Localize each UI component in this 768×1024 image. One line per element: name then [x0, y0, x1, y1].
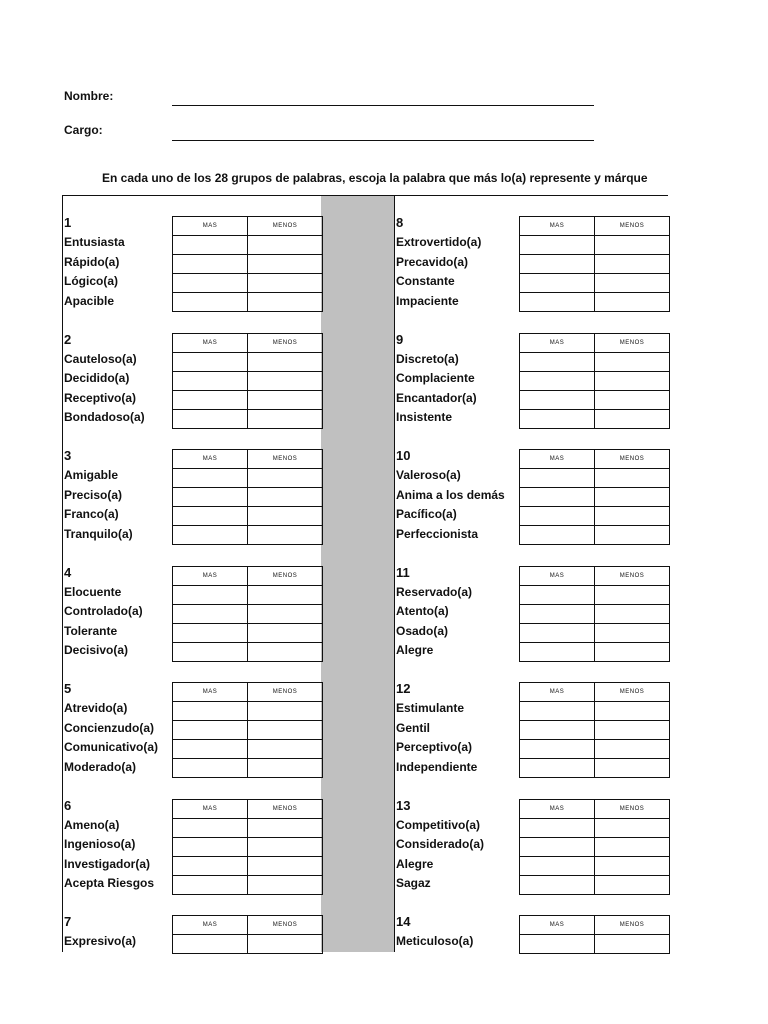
more-mark-cell[interactable] [520, 623, 595, 642]
group-number: 9 [396, 331, 404, 347]
less-mark-cell[interactable] [595, 642, 670, 661]
less-mark-cell[interactable] [595, 255, 670, 274]
more-mark-cell[interactable] [520, 488, 595, 507]
less-mark-cell[interactable] [248, 236, 323, 255]
word-label: Lógico(a) [64, 274, 118, 289]
group-number: 6 [64, 797, 72, 813]
group-number: 2 [64, 331, 72, 347]
word-label: Constante [396, 274, 455, 289]
group-number: 4 [64, 564, 72, 580]
word-label: Atrevido(a) [64, 701, 128, 716]
word-label: Impaciente [396, 293, 459, 308]
less-column-header: MENOS [595, 916, 670, 935]
word-label: Perceptivo(a) [396, 740, 473, 755]
less-mark-cell[interactable] [595, 274, 670, 293]
less-mark-cell[interactable] [248, 255, 323, 274]
less-mark-cell[interactable] [248, 585, 323, 604]
word-label: Gentil [396, 720, 431, 735]
less-mark-cell[interactable] [248, 623, 323, 642]
group-number: 10 [396, 448, 411, 463]
less-mark-cell[interactable] [248, 604, 323, 623]
more-column-header: MAS [520, 799, 595, 818]
word-label: Encantador(a) [396, 390, 477, 405]
word-label: Ingenioso(a) [64, 837, 136, 852]
word-label: Amigable [64, 468, 119, 483]
less-mark-cell[interactable] [248, 875, 323, 894]
less-mark-cell[interactable] [595, 352, 670, 371]
less-mark-cell[interactable] [595, 935, 670, 954]
more-column-header: MAS [520, 566, 595, 585]
less-column-header: MENOS [595, 566, 670, 585]
sheet-left-border [62, 195, 63, 952]
more-mark-cell[interactable] [173, 623, 248, 642]
less-mark-cell[interactable] [248, 856, 323, 875]
more-mark-cell[interactable] [520, 818, 595, 837]
less-mark-cell[interactable] [248, 642, 323, 661]
word-label: Moderado(a) [64, 759, 136, 774]
word-label: Elocuente [64, 584, 122, 599]
mark-grid [519, 449, 670, 545]
word-label: Estimulante [396, 701, 465, 716]
more-mark-cell[interactable] [520, 352, 595, 371]
less-mark-cell[interactable] [595, 526, 670, 545]
mark-grid [172, 333, 323, 429]
word-label: Reservado(a) [396, 584, 473, 599]
group-number: 1 [64, 215, 72, 230]
less-mark-cell[interactable] [595, 371, 670, 390]
less-mark-cell[interactable] [595, 623, 670, 642]
word-label: Independiente [396, 759, 478, 774]
more-mark-cell[interactable] [520, 469, 595, 488]
less-column-header: MENOS [595, 799, 670, 818]
less-mark-cell[interactable] [595, 740, 670, 759]
more-mark-cell[interactable] [520, 604, 595, 623]
less-mark-cell[interactable] [595, 469, 670, 488]
less-mark-cell[interactable] [248, 371, 323, 390]
word-label: Investigador(a) [64, 856, 151, 871]
less-column-header: MENOS [248, 217, 323, 236]
more-column-header: MAS [520, 333, 595, 352]
word-label: Controlado(a) [64, 604, 143, 619]
group-number: 7 [64, 914, 72, 929]
more-mark-cell[interactable] [173, 469, 248, 488]
more-mark-cell[interactable] [520, 293, 595, 312]
more-mark-cell[interactable] [520, 371, 595, 390]
mark-grid [172, 682, 323, 778]
less-column-header: MENOS [248, 333, 323, 352]
word-label: Franco(a) [64, 507, 119, 522]
more-mark-cell[interactable] [520, 837, 595, 856]
less-mark-cell[interactable] [248, 837, 323, 856]
more-column-header: MAS [173, 450, 248, 469]
word-label: Rápido(a) [64, 254, 120, 269]
more-mark-cell[interactable] [173, 526, 248, 545]
more-mark-cell[interactable] [520, 507, 595, 526]
word-label: Comunicativo(a) [64, 740, 159, 755]
more-mark-cell[interactable] [173, 488, 248, 507]
word-label: Discreto(a) [396, 351, 459, 366]
less-column-header: MENOS [595, 450, 670, 469]
more-mark-cell[interactable] [173, 274, 248, 293]
less-mark-cell[interactable] [248, 740, 323, 759]
less-mark-cell[interactable] [595, 390, 670, 409]
more-mark-cell[interactable] [520, 740, 595, 759]
more-mark-cell[interactable] [173, 642, 248, 661]
less-column-header: MENOS [595, 683, 670, 702]
more-mark-cell[interactable] [173, 702, 248, 721]
name-label: Nombre: [64, 89, 114, 103]
less-mark-cell[interactable] [595, 585, 670, 604]
less-mark-cell[interactable] [595, 507, 670, 526]
less-mark-cell[interactable] [248, 526, 323, 545]
word-label: Receptivo(a) [64, 390, 137, 405]
more-mark-cell[interactable] [173, 371, 248, 390]
more-mark-cell[interactable] [520, 759, 595, 778]
more-mark-cell[interactable] [520, 236, 595, 255]
less-mark-cell[interactable] [595, 409, 670, 428]
group-number: 5 [64, 681, 72, 696]
word-label: Tolerante [64, 623, 118, 638]
less-column-header: MENOS [248, 566, 323, 585]
less-mark-cell[interactable] [248, 469, 323, 488]
word-label: Alegre [396, 643, 434, 658]
less-mark-cell[interactable] [248, 721, 323, 740]
word-label: Decisivo(a) [64, 643, 129, 658]
less-mark-cell[interactable] [595, 236, 670, 255]
more-mark-cell[interactable] [520, 274, 595, 293]
less-mark-cell[interactable] [248, 409, 323, 428]
word-label: Osado(a) [396, 623, 449, 638]
more-mark-cell[interactable] [520, 526, 595, 545]
word-label: Extrovertido(a) [396, 235, 482, 250]
mark-grid [519, 566, 670, 662]
less-mark-cell[interactable] [248, 507, 323, 526]
more-column-header: MAS [520, 683, 595, 702]
more-mark-cell[interactable] [173, 585, 248, 604]
word-label: Apacible [64, 293, 115, 308]
word-label: Tranquilo(a) [64, 526, 133, 541]
more-mark-cell[interactable] [173, 390, 248, 409]
more-mark-cell[interactable] [173, 507, 248, 526]
word-label: Expresivo(a) [64, 934, 137, 949]
more-mark-cell[interactable] [520, 875, 595, 894]
more-mark-cell[interactable] [173, 604, 248, 623]
word-label: Entusiasta [64, 235, 125, 250]
more-mark-cell[interactable] [520, 409, 595, 428]
more-mark-cell[interactable] [520, 856, 595, 875]
less-column-header: MENOS [248, 683, 323, 702]
less-mark-cell[interactable] [595, 488, 670, 507]
position-field-line[interactable] [172, 140, 594, 141]
less-mark-cell[interactable] [595, 856, 670, 875]
less-mark-cell[interactable] [595, 702, 670, 721]
mark-grid [172, 216, 323, 312]
more-column-header: MAS [173, 799, 248, 818]
less-mark-cell[interactable] [595, 604, 670, 623]
group-number: 14 [396, 914, 411, 929]
more-column-header: MAS [520, 217, 595, 236]
less-column-header: MENOS [248, 450, 323, 469]
more-mark-cell[interactable] [520, 255, 595, 274]
more-mark-cell[interactable] [520, 721, 595, 740]
word-label: Pacífico(a) [396, 507, 457, 522]
word-label: Considerado(a) [396, 837, 485, 852]
mark-grid [519, 216, 670, 312]
mark-grid [172, 449, 323, 545]
more-mark-cell[interactable] [520, 702, 595, 721]
more-column-header: MAS [520, 916, 595, 935]
more-mark-cell[interactable] [173, 255, 248, 274]
more-mark-cell[interactable] [173, 856, 248, 875]
more-mark-cell[interactable] [520, 390, 595, 409]
word-label: Sagaz [396, 876, 431, 891]
less-column-header: MENOS [248, 799, 323, 818]
more-mark-cell[interactable] [173, 293, 248, 312]
more-column-header: MAS [173, 916, 248, 935]
less-mark-cell[interactable] [595, 293, 670, 312]
word-label: Decidido(a) [64, 371, 130, 386]
less-mark-cell[interactable] [248, 818, 323, 837]
less-mark-cell[interactable] [248, 390, 323, 409]
word-label: Acepta Riesgos [64, 876, 155, 891]
less-column-header: MENOS [595, 217, 670, 236]
less-mark-cell[interactable] [248, 759, 323, 778]
less-mark-cell[interactable] [595, 759, 670, 778]
word-label: Concienzudo(a) [64, 720, 154, 735]
word-label: Ameno(a) [64, 817, 120, 832]
mark-grid [519, 799, 670, 895]
group-number: 13 [396, 797, 411, 813]
more-mark-cell[interactable] [520, 935, 595, 954]
more-mark-cell[interactable] [173, 352, 248, 371]
more-mark-cell[interactable] [173, 935, 248, 954]
word-label: Precavido(a) [396, 254, 469, 269]
word-label: Anima a los demás [396, 487, 505, 502]
more-mark-cell[interactable] [173, 818, 248, 837]
word-label: Competitivo(a) [396, 817, 480, 832]
less-mark-cell[interactable] [595, 721, 670, 740]
mark-grid [172, 566, 323, 662]
more-mark-cell[interactable] [173, 236, 248, 255]
mark-grid [519, 915, 670, 954]
word-label: Alegre [396, 856, 434, 871]
less-column-header: MENOS [595, 333, 670, 352]
word-label: Valeroso(a) [396, 468, 461, 483]
mark-grid [519, 682, 670, 778]
less-mark-cell[interactable] [248, 935, 323, 954]
more-mark-cell[interactable] [173, 740, 248, 759]
word-label: Bondadoso(a) [64, 410, 145, 425]
sheet-middle-border [394, 195, 395, 952]
more-column-header: MAS [173, 683, 248, 702]
more-column-header: MAS [520, 450, 595, 469]
group-number: 11 [396, 564, 410, 580]
mark-grid [519, 333, 670, 429]
word-label: Perfeccionista [396, 526, 479, 541]
more-mark-cell[interactable] [173, 875, 248, 894]
less-column-header: MENOS [248, 916, 323, 935]
mark-grid [172, 915, 323, 954]
mark-grid [172, 799, 323, 895]
word-label: Cauteloso(a) [64, 351, 137, 366]
more-mark-cell[interactable] [520, 642, 595, 661]
word-label: Meticuloso(a) [396, 934, 474, 949]
more-mark-cell[interactable] [173, 837, 248, 856]
group-number: 12 [396, 681, 411, 696]
less-mark-cell[interactable] [595, 837, 670, 856]
more-column-header: MAS [173, 566, 248, 585]
word-label: Preciso(a) [64, 487, 123, 502]
group-number: 3 [64, 448, 72, 463]
more-column-header: MAS [173, 333, 248, 352]
less-mark-cell[interactable] [248, 702, 323, 721]
instructions-text: En cada uno de los 28 grupos de palabras, escoja la palabra que más lo(a) represente y márque [102, 171, 648, 185]
less-mark-cell[interactable] [248, 274, 323, 293]
more-mark-cell[interactable] [520, 585, 595, 604]
position-label: Cargo: [64, 123, 103, 137]
less-mark-cell[interactable] [595, 818, 670, 837]
word-label: Insistente [396, 410, 453, 425]
word-label: Complaciente [396, 371, 475, 386]
group-number: 8 [396, 215, 404, 230]
word-label: Atento(a) [396, 604, 449, 619]
less-mark-cell[interactable] [595, 875, 670, 894]
more-column-header: MAS [173, 217, 248, 236]
more-mark-cell[interactable] [173, 721, 248, 740]
name-field-line[interactable] [172, 105, 594, 106]
less-mark-cell[interactable] [248, 488, 323, 507]
less-mark-cell[interactable] [248, 352, 323, 371]
more-mark-cell[interactable] [173, 759, 248, 778]
more-mark-cell[interactable] [173, 409, 248, 428]
less-mark-cell[interactable] [248, 293, 323, 312]
center-gray-column [321, 196, 394, 952]
